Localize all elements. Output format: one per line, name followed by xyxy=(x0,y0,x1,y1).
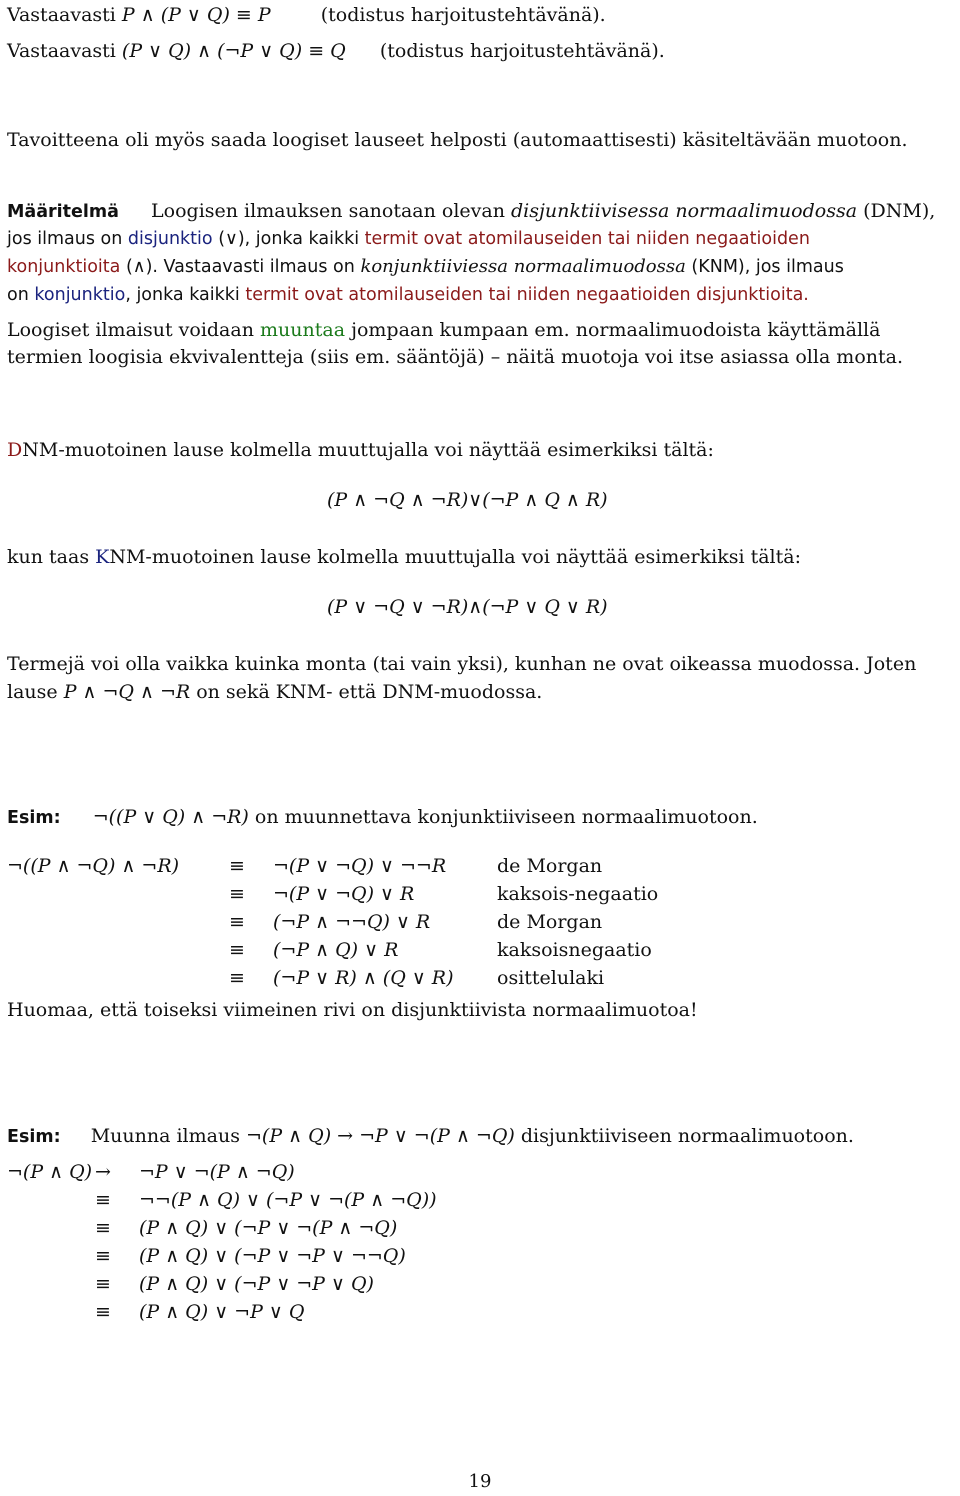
derivation-row: ¬(P ∧ Q) → ¬P ∨ ¬(P ∧ ¬Q) xyxy=(7,1161,295,1183)
top-line-1: Vastaavasti P ∧ (P ∨ Q) ≡ P (todistus harjoitustehtävänä). xyxy=(7,4,606,26)
example2-heading: Esim: Muunna ilmaus ¬(P ∧ Q) → ¬P ∨ ¬(P ∧ ¬Q) disjunktiiviseen normaalimuotoon. xyxy=(7,1125,854,1147)
definition-label: Määritelmä xyxy=(7,202,119,222)
definition-line-2: jos ilmaus on disjunktio (∨), jonka kaikki termit ovat atomilauseiden tai niiden negaatioiden xyxy=(7,229,810,249)
example1-heading: Esim: ¬((P ∨ Q) ∧ ¬R) on muunnettava konjunktiiviseen normaalimuotoon. xyxy=(7,806,758,828)
knm-formula: (P ∨ ¬Q ∨ ¬R)∧(¬P ∨ Q ∨ R) xyxy=(327,596,608,618)
terms-line-2: lause P ∧ ¬Q ∧ ¬R on sekä KNM- että DNM-muodossa. xyxy=(7,681,543,703)
example1-derivation xyxy=(7,852,658,992)
dnm-lead: DNM-muotoinen lause kolmella muuttujalla voi näyttää esimerkiksi tältä: xyxy=(7,439,714,461)
derivation-row: ≡ (P ∧ Q) ∨ ¬P ∨ Q xyxy=(95,1301,305,1323)
example1-table xyxy=(7,852,658,992)
example1-label: Esim: xyxy=(7,808,61,828)
formula-absorption-2: (P ∨ Q) ∧ (¬P ∨ Q) ≡ Q xyxy=(121,40,346,62)
derivation-row: ≡ (P ∧ Q) ∨ (¬P ∨ ¬P ∨ Q) xyxy=(95,1273,374,1295)
derivation-row: ≡ (¬P ∨ R) ∧ (Q ∨ R) osittelulaki xyxy=(229,967,605,989)
derivation-row: ≡ (¬P ∧ Q) ∨ R kaksoisnegaatio xyxy=(229,939,652,961)
definition-line-5: Loogiset ilmaisut voidaan muuntaa jompaan kumpaan em. normaalimuodoista käyttämällä xyxy=(7,319,881,341)
example2-derivation xyxy=(7,1158,437,1326)
derivation-row: ≡ ¬(P ∨ ¬Q) ∨ R kaksois-negaatio xyxy=(229,883,659,905)
derivation-row: ≡ (P ∧ Q) ∨ (¬P ∨ ¬(P ∧ ¬Q) xyxy=(95,1217,398,1239)
example1-note: Huomaa, että toiseksi viimeinen rivi on disjunktiivista normaalimuotoa! xyxy=(7,999,698,1021)
terms-line-1: Termejä voi olla vaikka kuinka monta (tai vain yksi), kunhan ne ovat oikeassa muodossa. Joten xyxy=(7,653,917,675)
derivation-row: ≡ (¬P ∧ ¬¬Q) ∨ R de Morgan xyxy=(229,911,603,933)
top-line-2: Vastaavasti (P ∨ Q) ∧ (¬P ∨ Q) ≡ Q (todistus harjoitustehtävänä). xyxy=(7,40,665,62)
example2-table xyxy=(7,1158,437,1326)
derivation-row: ¬((P ∧ ¬Q) ∧ ¬R) ≡ ¬(P ∨ ¬Q) ∨ ¬¬R de Morgan xyxy=(7,855,603,877)
example2-label: Esim: xyxy=(7,1127,61,1147)
knm-lead: kun taas KNM-muotoinen lause kolmella muuttujalla voi näyttää esimerkiksi tältä: xyxy=(7,546,801,568)
derivation-row: ≡ (P ∧ Q) ∨ (¬P ∨ ¬P ∨ ¬¬Q) xyxy=(95,1245,406,1267)
term-termit-1: termit ovat atomilauseiden tai niiden negaatioiden xyxy=(364,229,810,249)
term-konjunktio: konjunktio xyxy=(34,285,126,305)
goal-paragraph: Tavoitteena oli myös saada loogiset lauseet helposti (automaattisesti) käsiteltävään muotoon. xyxy=(7,129,908,151)
term-termit-2: termit ovat atomilauseiden tai niiden negaatioiden disjunktioita. xyxy=(245,285,809,305)
definition-line-1: Määritelmä Loogisen ilmauksen sanotaan olevan disjunktiivisessa normaalimuodossa (DNM), xyxy=(7,200,936,222)
term-disjunktio: disjunktio xyxy=(127,229,213,249)
page-number: 19 xyxy=(468,1471,492,1492)
formula-absorption-1: P ∧ (P ∨ Q) ≡ P xyxy=(121,4,271,26)
definition-line-4: on konjunktio, jonka kaikki termit ovat atomilauseiden tai niiden negaatioiden disjunktioita. xyxy=(7,285,809,305)
definition-line-3: konjunktioita (∧). Vastaavasti ilmaus on konjunktiiviessa normaalimuodossa (KNM), jos ilmaus xyxy=(7,256,844,277)
definition-line-6: termien loogisia ekvivalentteja (siis em. sääntöjä) – näitä muotoja voi itse asiassa olla monta. xyxy=(7,346,904,368)
derivation-row: ≡ ¬¬(P ∧ Q) ∨ (¬P ∨ ¬(P ∧ ¬Q)) xyxy=(95,1189,437,1211)
term-muuntaa: muuntaa xyxy=(260,319,346,341)
dnm-formula: (P ∧ ¬Q ∧ ¬R)∨(¬P ∧ Q ∧ R) xyxy=(327,489,608,511)
term-konjunktioita: konjunktioita xyxy=(7,257,121,277)
